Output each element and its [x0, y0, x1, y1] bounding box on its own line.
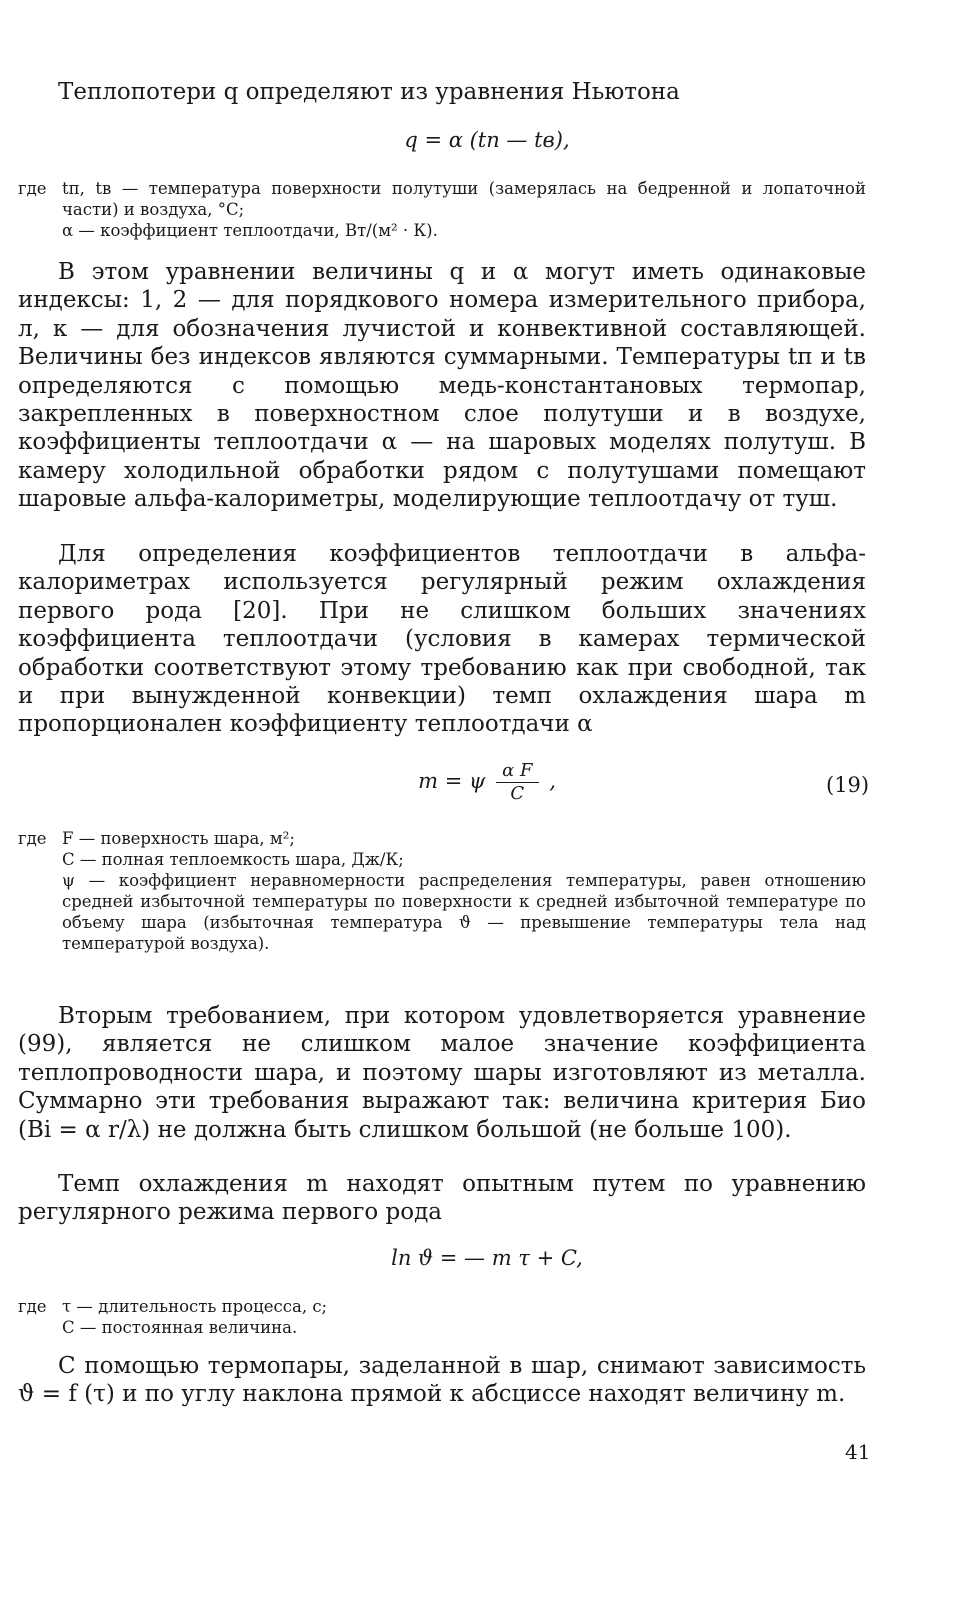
fraction [496, 760, 538, 805]
fraction-denominator: C [510, 783, 525, 804]
equation-19-tail: , [549, 769, 556, 793]
equation-19-left: m = ψ [418, 769, 486, 793]
paragraph-2 [18, 540, 866, 739]
definitions-2 [18, 828, 866, 954]
equation-number: (19) [826, 773, 870, 797]
intro-text: Теплопотери q определяют из уравнения Ньютона [58, 79, 680, 105]
definition-row [18, 220, 866, 241]
paragraph-5-text: С помощью термопары, заделанной в шар, снимают зависимость ϑ = f (τ) и по углу наклона прямой к абсциссе находят величину m. [18, 1353, 866, 1408]
definition-text: C — постоянная величина. [62, 1318, 298, 1337]
definition-row [18, 1317, 866, 1338]
where-label: где [18, 179, 47, 198]
definition-row [18, 828, 866, 849]
definition-text: tп, tв — температура поверхности полутуши (замерялась на бедренной и лопаточной части) и воздуха, °С; [62, 179, 866, 219]
definition-row [18, 849, 866, 870]
definition-text: α — коэффициент теплоотдачи, Вт/(м² · К). [62, 221, 438, 240]
equation-regular-mode: ln ϑ = — m τ + C, [391, 1246, 583, 1270]
paragraph-4-text: Темп охлаждения m находят опытным путем по уравнению регулярного режима первого рода [18, 1171, 866, 1226]
page-number: 41 [845, 1440, 871, 1464]
fraction-numerator: α F [496, 760, 538, 783]
intro-paragraph [18, 78, 866, 106]
definition-text: ψ — коэффициент неравномерности распределения температуры, равен отношению средней избыточной температуры по поверхности к средней избыточной температуре по объему шара (избыточная температура ϑ — превышение температуры тела над температурой воздуха). [62, 871, 866, 953]
definition-text: F — поверхность шара, м²; [62, 829, 295, 848]
paragraph-1-text: В этом уравнении величины q и α могут иметь одинаковые индексы: 1, 2 — для порядкового номера измерительного прибора, л, к — для обозначения лучистой и конвективной составляющей. Величины без индексов являются суммарными. Температуры tп и tв определяются с помощью медь-константановых термопар, закрепленных в поверхностном слое полутуши и в воздухе, коэффициенты теплоотдачи α — на шаровых моделях полутуш. В камеру холодильной обработки рядом с полутушами помещают шаровые альфа-калориметры, моделирующие теплоотдачу от туш. [18, 259, 866, 513]
paragraph-4 [18, 1170, 866, 1227]
definition-row [18, 870, 866, 954]
paragraph-1 [18, 258, 866, 514]
definition-text: C — полная теплоемкость шара, Дж/К; [62, 850, 404, 869]
paragraph-5 [18, 1352, 866, 1409]
equation-newton: q = α (tп — tв), [404, 128, 570, 152]
where-label: где [18, 829, 47, 848]
definition-row [18, 178, 866, 220]
paragraph-2-text: Для определения коэффициентов теплоотдачи в альфа-калориметрах используется регулярный режим охлаждения первого рода [20]. При не слишком больших значениях коэффициента теплоотдачи (условия в камерах термической обработки соответствуют этому требованию как при свободной, так и при вынужденной конвекции) темп охлаждения шара m пропорционален коэффициенту теплоотдачи α [18, 541, 866, 738]
definitions-1 [18, 178, 866, 241]
paragraph-3 [18, 1002, 866, 1144]
paragraph-3-text: Вторым требованием, при котором удовлетворяется уравнение (99), является не слишком малое значение коэффициента теплопроводности шара, и поэтому шары изготовляют из металла. Суммарно эти требования выражают так: величина критерия Био (Bi = α r/λ) не должна быть слишком большой (не больше 100). [18, 1003, 866, 1143]
where-label: где [18, 1297, 47, 1316]
definition-text: τ — длительность процесса, с; [62, 1297, 328, 1316]
definition-row [18, 1296, 866, 1317]
definitions-3 [18, 1296, 866, 1338]
